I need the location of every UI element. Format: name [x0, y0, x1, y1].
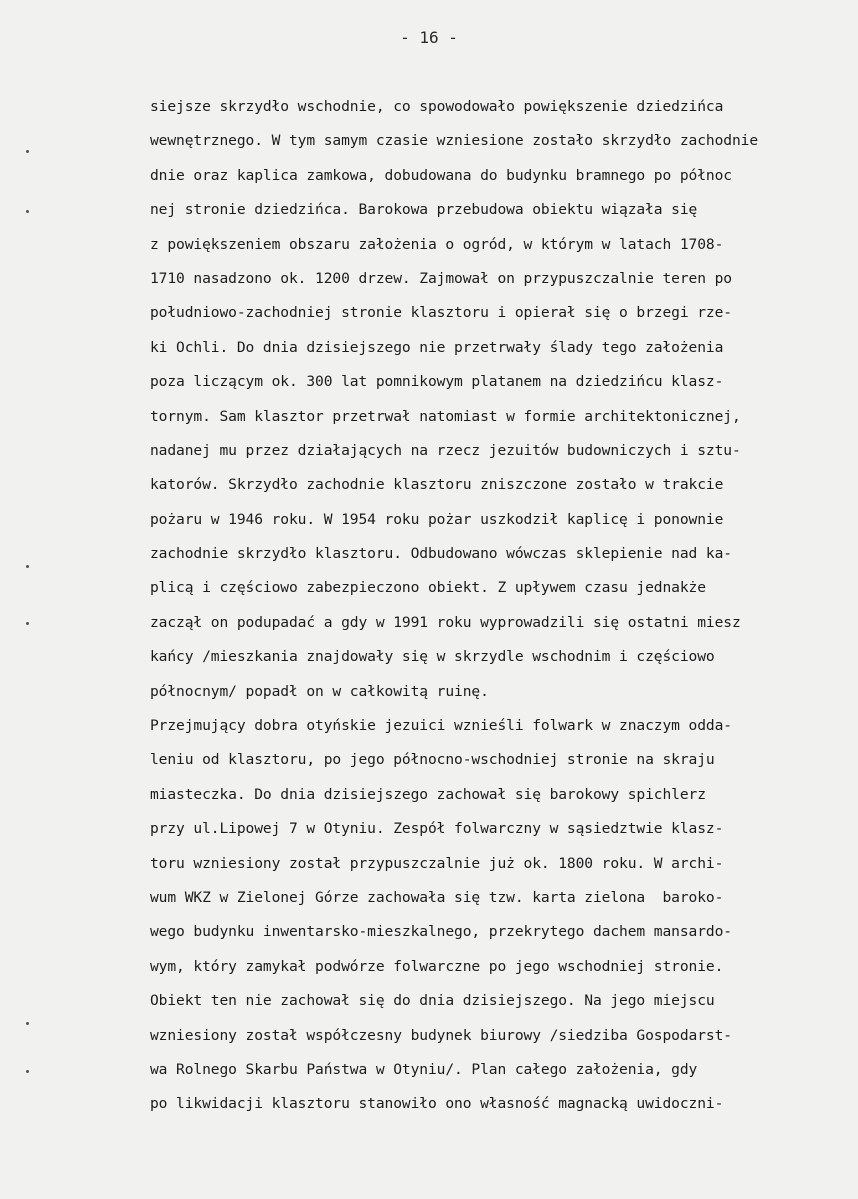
body-text: [150, 90, 858, 1122]
text-line: wa Rolnego Skarbu Państwa w Otyniu/. Plan całego założenia, gdy: [150, 1060, 698, 1078]
text-line: leniu od klasztoru, po jego północno-wschodniej stronie na skraju: [150, 751, 715, 769]
text-line: miasteczka. Do dnia dzisiejszego zachował się barokowy spichlerz: [150, 785, 706, 803]
text-line: dnie oraz kaplica zamkowa, dobudowana do budynku bramnego po północ: [150, 166, 732, 184]
margin-mark: [26, 622, 29, 625]
text-line: ki Ochli. Do dnia dzisiejszego nie przetrwały ślady tego założenia: [150, 338, 724, 356]
text-line: Przejmujący dobra otyńskie jezuici wznieśli folwark w znaczym odda-: [150, 717, 732, 735]
text-line: wzniesiony został współczesny budynek biurowy /siedziba Gospodarst-: [150, 1026, 732, 1044]
text-line: z powiększeniem obszaru założenia o ogród, w którym w latach 1708-: [150, 235, 724, 253]
text-line: kańcy /mieszkania znajdowały się w skrzydle wschodnim i częściowo: [150, 648, 715, 666]
text-line: wum WKZ w Zielonej Górze zachowała się tzw. karta zielona baroko-: [150, 888, 724, 906]
text-line: toru wzniesiony został przypuszczalnie już ok. 1800 roku. W archi-: [150, 854, 724, 872]
margin-mark: [26, 210, 29, 213]
text-line: północnym/ popadł on w całkowitą ruinę.: [150, 682, 489, 700]
text-line: pożaru w 1946 roku. W 1954 roku pożar uszkodził kaplicę i ponownie: [150, 510, 724, 528]
text-line: tornym. Sam klasztor przetrwał natomiast w formie architektonicznej,: [150, 407, 741, 425]
text-line: Obiekt ten nie zachował się do dnia dzisiejszego. Na jego miejscu: [150, 992, 715, 1010]
text-line: zachodnie skrzydło klasztoru. Odbudowano wówczas sklepienie nad ka-: [150, 545, 732, 563]
margin-mark: [26, 1070, 29, 1073]
text-line: plicą i częściowo zabezpieczono obiekt. Z upływem czasu jednakże: [150, 579, 706, 597]
text-line: zaczął on podupadać a gdy w 1991 roku wyprowadzili się ostatni miesz: [150, 613, 741, 631]
text-line: katorów. Skrzydło zachodnie klasztoru zniszczone zostało w trakcie: [150, 476, 724, 494]
text-line: wego budynku inwentarsko-mieszkalnego, przekrytego dachem mansardo-: [150, 923, 732, 941]
margin-mark: [26, 565, 29, 568]
text-line: wewnętrznego. W tym samym czasie wzniesione zostało skrzydło zachodnie: [150, 132, 759, 150]
text-line: przy ul.Lipowej 7 w Otyniu. Zespół folwarczny w sąsiedztwie klasz-: [150, 820, 724, 838]
margin-mark: [26, 150, 29, 153]
text-line: nadanej mu przez działających na rzecz jezuitów budowniczych i sztu-: [150, 441, 741, 459]
text-line: wym, który zamykał podwórze folwarczne po jego wschodniej stronie.: [150, 957, 724, 975]
text-line: 1710 nasadzono ok. 1200 drzew. Zajmował on przypuszczalnie teren po: [150, 269, 732, 287]
text-line: południowo-zachodniej stronie klasztoru i opierał się o brzegi rze-: [150, 304, 732, 322]
text-line: siejsze skrzydło wschodnie, co spowodowało powiększenie dziedzińca: [150, 98, 724, 115]
text-line: nej stronie dziedzińca. Barokowa przebudowa obiektu wiązała się: [150, 201, 698, 219]
margin-mark: [26, 1022, 29, 1025]
page-number: - 16 -: [400, 28, 458, 47]
text-line: po likwidacji klasztoru stanowiło ono własność magnacką uwidoczni-: [150, 1095, 724, 1113]
text-line: poza liczącym ok. 300 lat pomnikowym platanem na dziedzińcu klasz-: [150, 373, 724, 391]
